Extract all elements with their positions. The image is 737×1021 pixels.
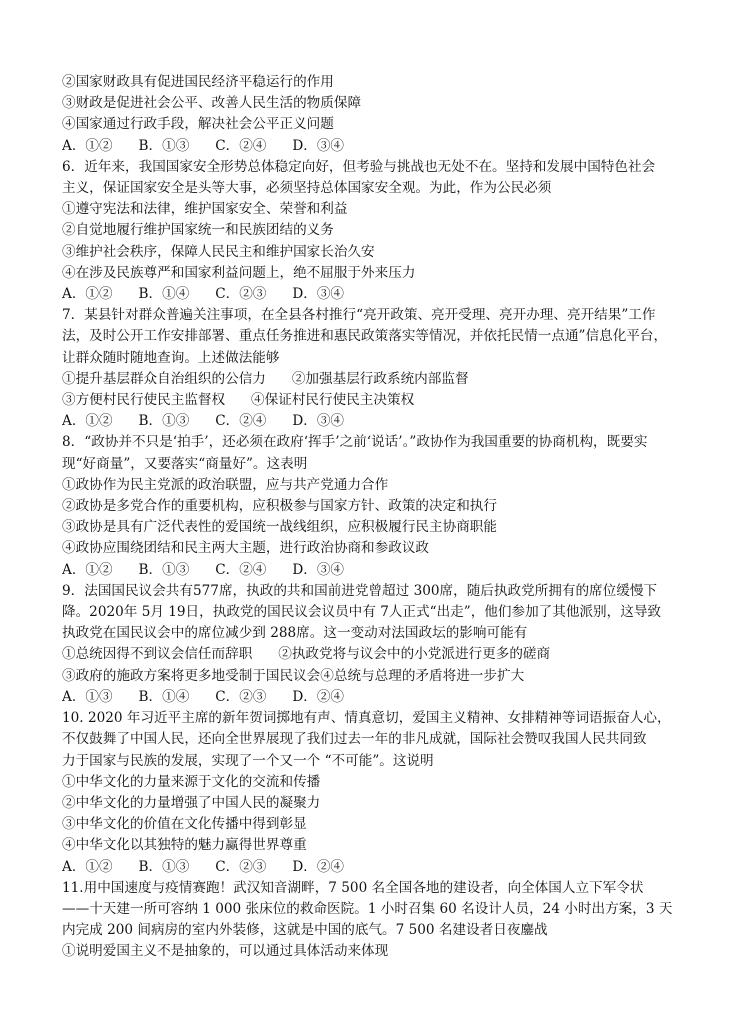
- option-line: ②中华文化的力量增强了中国人民的凝聚力: [62, 794, 321, 811]
- question-6-text: 主义，保证国家安全是头等大事，必须坚持总体国家安全观。为此，作为公民必须: [62, 180, 552, 197]
- answer-choices: A．①② B．①③ C．②④ D．③④: [62, 561, 345, 578]
- option-line: ①遵守宪法和法律，维护国家安全、荣誉和利益: [62, 201, 348, 218]
- option-line: ③财政是促进社会公平、改善人民生活的物质保障: [62, 95, 362, 112]
- question-9-text: 执政党在国民议会中的席位减少到 288席。这一变动对法国政坛的影响可能有: [62, 625, 528, 642]
- question-10-text: 力于国家与民族的发展，实现了一个又一个 “不可能”。这说明: [62, 752, 434, 769]
- option-line: ①政协作为民主党派的政治联盟，应与共产党通力合作: [62, 476, 389, 493]
- question-11-text: ——十天建一所可容纳 1 000 张床位的救命医院。1 小时召集 60 名设计人员，24 小时出方案，3 天: [62, 900, 673, 917]
- question-8-text: 现“好商量”，又要落实“商量好”。这表明: [62, 455, 308, 472]
- option-line: ①总统因得不到议会信任而辞职 ②执政党将与议会中的小党派进行更多的磋商: [62, 646, 551, 663]
- question-9-text: 降。2020年 5月 19日，执政党的国民议会议员中有 7人正式“出走”，他们参加了其他派别，这导致: [62, 604, 662, 621]
- question-6-text: 6．近年来，我国国家安全形势总体稳定向好，但考验与挑战也无处不在。坚持和发展中国特色社会: [62, 158, 656, 175]
- option-line: ③中华文化的价值在文化传播中得到彰显: [62, 816, 307, 833]
- option-line: ③维护社会秩序，保障人民民主和维护国家长治久安: [62, 243, 375, 260]
- answer-choices: A．①② B．①③ C．②③ D．②④: [62, 858, 345, 875]
- answer-choices: A．①② B．①④ C．②③ D．③④: [62, 286, 345, 303]
- option-line: ④国家通过行政手段，解决社会公平正义问题: [62, 116, 334, 133]
- question-10-text: 不仅鼓舞了中国人民，还向全世界展现了我们过去一年的非凡成就，国际社会赞叹我国人民共同致: [62, 731, 647, 748]
- answer-choices: A．①② B．①③ C．②④ D．③④: [62, 137, 345, 154]
- option-line: ②国家财政具有促进国民经济平稳运行的作用: [62, 74, 334, 90]
- answer-choices: A．①② B．①③ C．②④ D．③④: [62, 413, 345, 430]
- option-line: ③政府的施政方案将更多地受制于国民议会④总统与总理的矛盾将进一步扩大: [62, 667, 525, 684]
- question-7-text: 7．某县针对群众普遍关注事项，在全县各村推行“亮开政策、亮开受理、亮开办理、亮开结果”工作: [62, 307, 656, 324]
- question-11-text: 内完成 200 间病房的室内外装修，这就是中国的底气。7 500 名建设者日夜鏖战: [62, 922, 548, 939]
- option-line: ①说明爱国主义不是抽象的，可以通过具体活动来体现: [62, 943, 389, 960]
- option-line: ③方便村民行使民主监督权 ④保证村民行使民主决策权: [62, 392, 415, 409]
- option-line: ④中华文化以其独特的魅力赢得世界尊重: [62, 837, 307, 854]
- question-7-text: 让群众随时随地查询。上述做法能够: [62, 349, 280, 366]
- question-9-text: 9．法国国民议会共有577席，执政的共和国前进党曾超过 300席，随后执政党所拥有的席位缓慢下: [62, 582, 658, 599]
- question-7-text: 法，及时公开工作安排部署、重点任务推进和惠民政策落实等情况，并依托民情一点通”信息化平台，: [62, 328, 668, 345]
- option-line: ①中华文化的力量来源于文化的交流和传播: [62, 773, 321, 790]
- question-11-text: 11.用中国速度与疫情赛跑！武汉知音湖畔，7 500 名全国各地的建设者，向全体国人立下军令状: [62, 879, 644, 896]
- option-line: ④政协应围绕团结和民主两大主题，进行政治协商和参政议政: [62, 540, 430, 557]
- option-line: ②政协是多党合作的重要机构，应积极参与国家方针、政策的决定和执行: [62, 498, 497, 515]
- option-line: ④在涉及民族尊严和国家利益问题上，绝不屈服于外来压力: [62, 264, 416, 281]
- question-8-text: 8．“政协并不只是‘拍手’，还必须在政府‘挥手’之前‘说话’。”政协作为我国重要的协商机构，既要实: [62, 434, 648, 451]
- question-10-text: 10. 2020 年习近平主席的新年贺词掷地有声、情真意切，爱国主义精神、女排精神等词语振奋人心，: [62, 710, 671, 727]
- option-line: ②自觉地履行维护国家统一和民族团结的义务: [62, 222, 334, 239]
- answer-choices: A．①③ B．①④ C．②③ D．②④: [62, 688, 345, 705]
- option-line: ①提升基层群众自治组织的公信力 ②加强基层行政系统内部监督: [62, 370, 469, 387]
- option-line: ③政协是具有广泛代表性的爱国统一战线组织，应积极履行民主协商职能: [62, 519, 497, 536]
